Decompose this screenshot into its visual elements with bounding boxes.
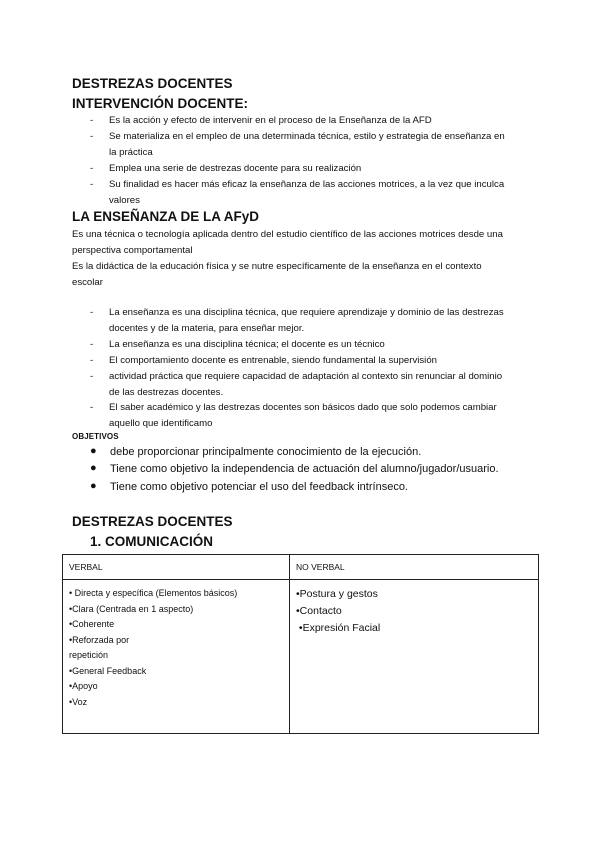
verbal-item: • Directa y específica (Elementos básicos) <box>69 588 238 598</box>
verbal-item: •Coherente <box>69 619 115 629</box>
item-line: Su finalidad es hacer más eficaz la enseñanza de las acciones motrices, a la vez que inculca <box>109 179 505 190</box>
paragraph-line: Es una técnica o tecnología aplicada dentro del estudio científico de las acciones motrices desde una <box>72 229 503 240</box>
verbal-item: •Voz <box>69 696 88 707</box>
bullet-icon: ● <box>90 445 97 457</box>
item-line: Emplea una serie de destrezas docente para su realización <box>109 163 362 174</box>
objetivo-item <box>90 462 499 475</box>
objetivo-text: Tiene como objetivo potenciar el uso del feedback intrínseco. <box>110 481 408 493</box>
heading-intervencion-docente: INTERVENCIÓN DOCENTE: <box>72 96 249 111</box>
verbal-item: •Clara (Centrada en 1 aspecto) <box>69 603 194 614</box>
comunicacion-table <box>62 554 539 734</box>
dash-marker: - <box>90 355 94 366</box>
heading-destrezas-docentes-2: DESTREZAS DOCENTES <box>72 514 233 529</box>
title-destrezas-docentes: DESTREZAS DOCENTES <box>72 76 233 91</box>
ensenanza-paragraph <box>72 259 482 290</box>
paragraph-line: perspectiva comportamental <box>72 244 193 256</box>
item-line: Se materializa en el empleo de una determinada técnica, estilo y estrategia de enseñanza en <box>109 131 505 142</box>
dash-marker: - <box>90 179 94 190</box>
item-line: Es la acción y efecto de intervenir en el proceso de la Enseñanza de la AFD <box>109 115 432 126</box>
item-line: El comportamiento docente es entrenable, siendo fundamental la supervisión <box>109 355 437 366</box>
bullet-icon: ● <box>90 480 97 492</box>
objetivo-text: debe proporcionar principalmente conocimiento de la ejecución. <box>110 446 422 458</box>
no-verbal-item: •Expresión Facial <box>296 622 381 634</box>
verbal-item: •General Feedback <box>69 665 147 676</box>
objetivo-text: Tiene como objetivo la independencia de actuación del alumno/jugador/usuario. <box>110 463 499 475</box>
ensenanza-item <box>90 305 504 336</box>
objetivos-label: OBJETIVOS <box>72 432 119 441</box>
item-line: de las destrezas docentes. <box>109 386 224 398</box>
no-verbal-cell <box>290 580 539 734</box>
dash-marker: - <box>90 339 94 350</box>
item-line: La enseñanza es una disciplina técnica; el docente es un técnico <box>109 339 385 350</box>
dash-marker: - <box>90 402 94 413</box>
no-verbal-item: •Postura y gestos <box>296 588 378 600</box>
heading-comunicacion: 1. COMUNICACIÓN <box>90 534 214 549</box>
item-line: docentes y de la materia, para enseñar mejor. <box>109 322 305 334</box>
verbal-cell <box>63 580 290 734</box>
item-line: valores <box>109 194 140 206</box>
dash-marker: - <box>90 131 94 142</box>
heading-ensenanza-afyd: LA ENSEÑANZA DE LA AFyD <box>72 209 260 224</box>
intervencion-item <box>90 161 362 177</box>
item-line: El saber académico y las destrezas docentes son básicos dado que solo podemos cambiar <box>109 402 497 413</box>
objetivo-item <box>90 480 408 493</box>
item-line: la práctica <box>109 146 153 158</box>
ensenanza-item <box>90 337 385 353</box>
paragraph-line: Es la didáctica de la educación física y se nutre específicamente de la enseñanza en el contexto <box>72 261 482 272</box>
item-line: actividad práctica que requiere capacidad de adaptación al contexto sin renunciar al dominio <box>109 371 503 382</box>
paragraph-line: escolar <box>72 276 103 288</box>
column-header-verbal: VERBAL <box>63 555 290 580</box>
verbal-item: repetición <box>69 650 109 660</box>
bullet-icon: ● <box>90 462 97 474</box>
dash-marker: - <box>90 307 94 318</box>
ensenanza-item <box>90 369 503 400</box>
ensenanza-item <box>90 400 497 431</box>
no-verbal-item: •Contacto <box>296 605 342 617</box>
dash-marker: - <box>90 163 94 174</box>
item-line: La enseñanza es una disciplina técnica, que requiere aprendizaje y dominio de las destrezas <box>109 307 504 318</box>
ensenanza-item <box>90 353 437 369</box>
intervencion-item <box>90 113 432 129</box>
dash-marker: - <box>90 115 94 126</box>
intervencion-item <box>90 129 505 160</box>
item-line: aquello que identificamo <box>109 417 213 429</box>
dash-marker: - <box>90 371 94 382</box>
verbal-item: •Apoyo <box>69 681 98 691</box>
intervencion-item <box>90 177 505 208</box>
ensenanza-paragraph <box>72 227 503 258</box>
column-header-no-verbal: NO VERBAL <box>290 555 539 580</box>
verbal-item: •Reforzada por <box>69 634 130 645</box>
objetivo-item <box>90 445 422 458</box>
